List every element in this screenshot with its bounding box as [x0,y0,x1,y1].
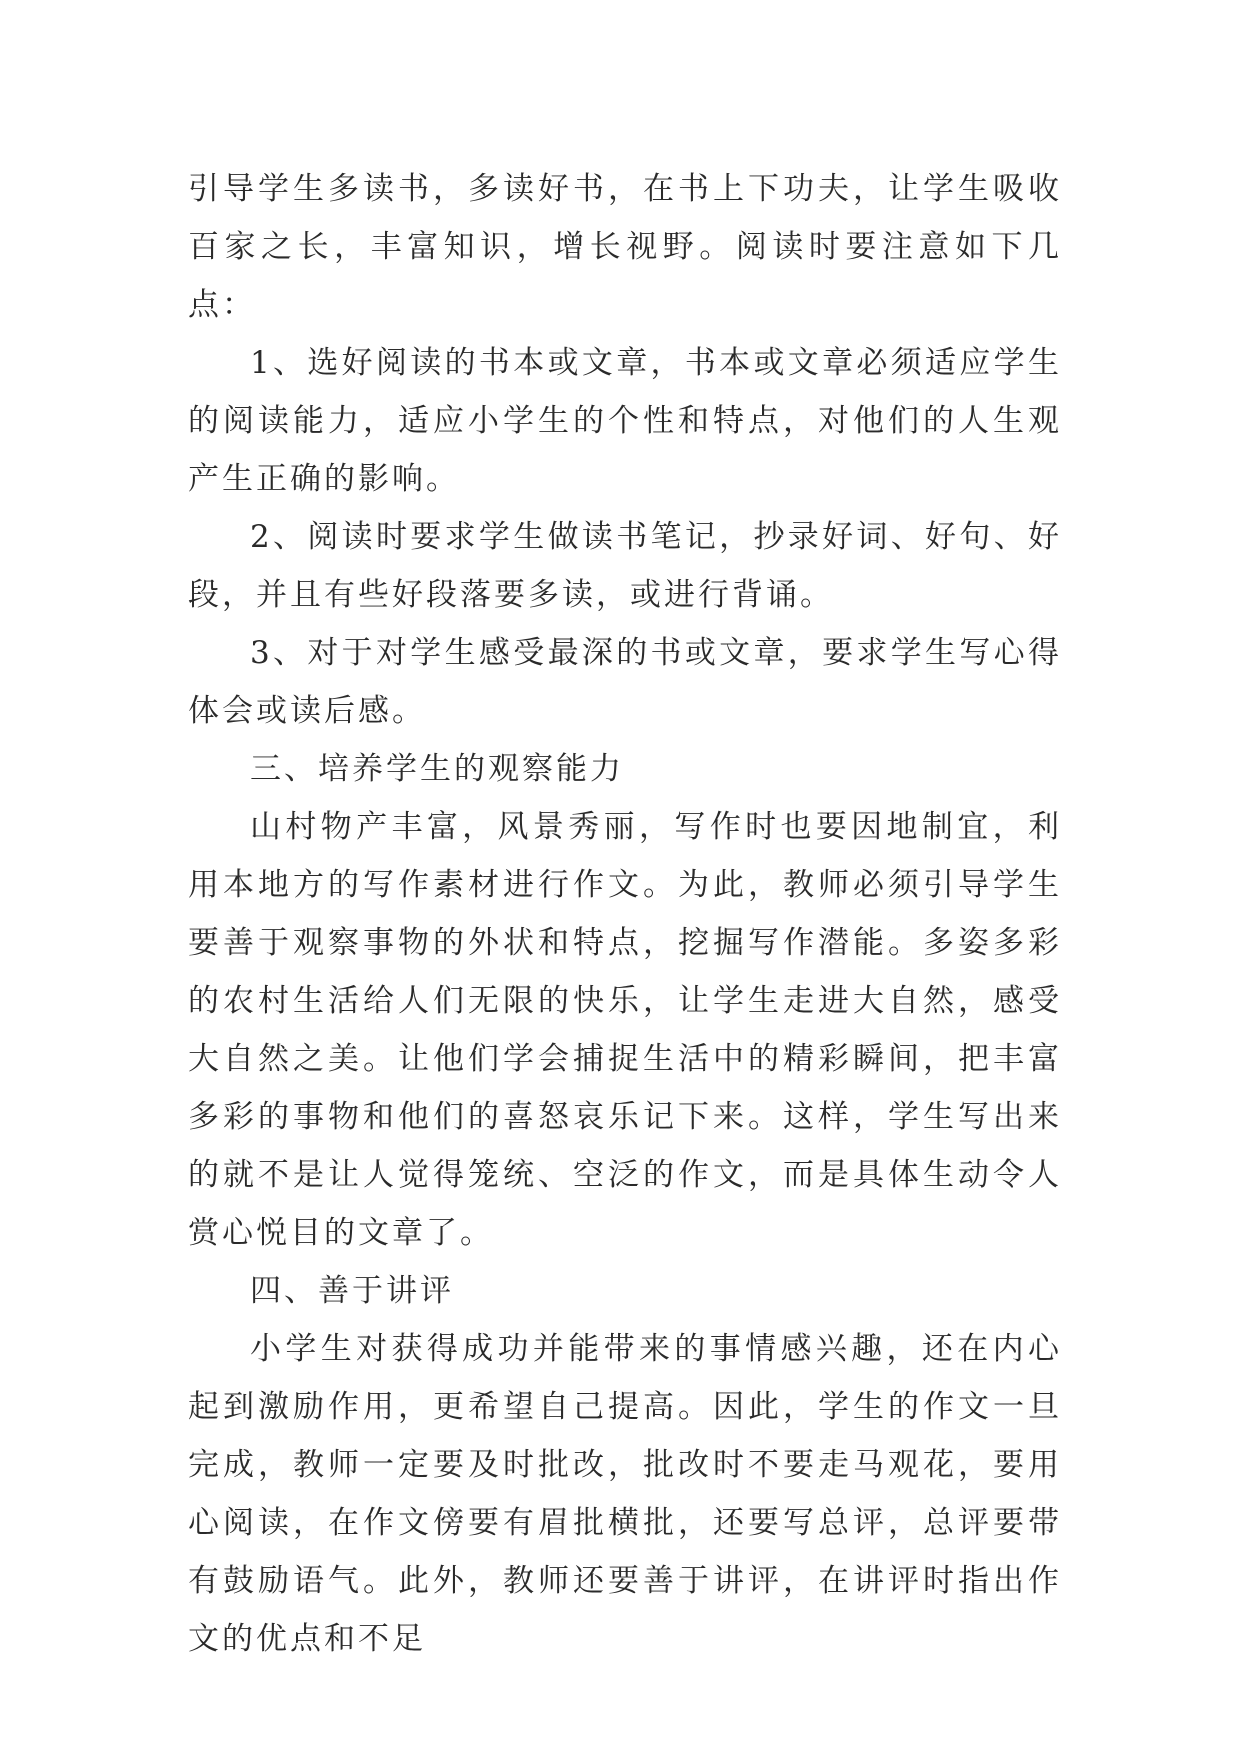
paragraph-observation: 山村物产丰富，风景秀丽，写作时也要因地制宜，利用本地方的写作素材进行作文。为此，教师必须引导学生要善于观察事物的外状和特点，挖掘写作潜能。多姿多彩的农村生活给人们无限的快乐，让学生走进大自然，感受大自然之美。让他们学会捕捉生活中的精彩瞬间，把丰富多彩的事物和他们的喜怒哀乐记下来。这样，学生写出来的就不是让人觉得笼统、空泛的作文，而是具体生动令人赏心悦目的文章了。 [188,809,1062,1251]
paragraph-review: 小学生对获得成功并能带来的事情感兴趣，还在内心起到激励作用，更希望自己提高。因此，学生的作文一旦完成，教师一定要及时批改，批改时不要走马观花，要用心阅读，在作文傍要有眉批横批，还要写总评，总评要带有鼓励语气。此外，教师还要善于讲评，在讲评时指出作文的优点和不足 [188,1331,1062,1657]
document-body [188,160,1062,1668]
section-heading-review: 四、善于讲评 [250,1273,454,1309]
section-heading-observation: 三、培养学生的观察能力 [250,751,624,787]
paragraph-point-2: 2、阅读时要求学生做读书笔记，抄录好词、好句、好段，并且有些好段落要多读，或进行背诵。 [188,519,1062,613]
paragraph-point-3: 3、对于对学生感受最深的书或文章，要求学生写心得体会或读后感。 [188,635,1062,729]
paragraph-point-1: 1、选好阅读的书本或文章，书本或文章必须适应学生的阅读能力，适应小学生的个性和特点，对他们的人生观产生正确的影响。 [188,345,1062,497]
paragraph-reading-intro: 引导学生多读书，多读好书，在书上下功夫，让学生吸收百家之长，丰富知识，增长视野。阅读时要注意如下几点： [188,171,1062,323]
